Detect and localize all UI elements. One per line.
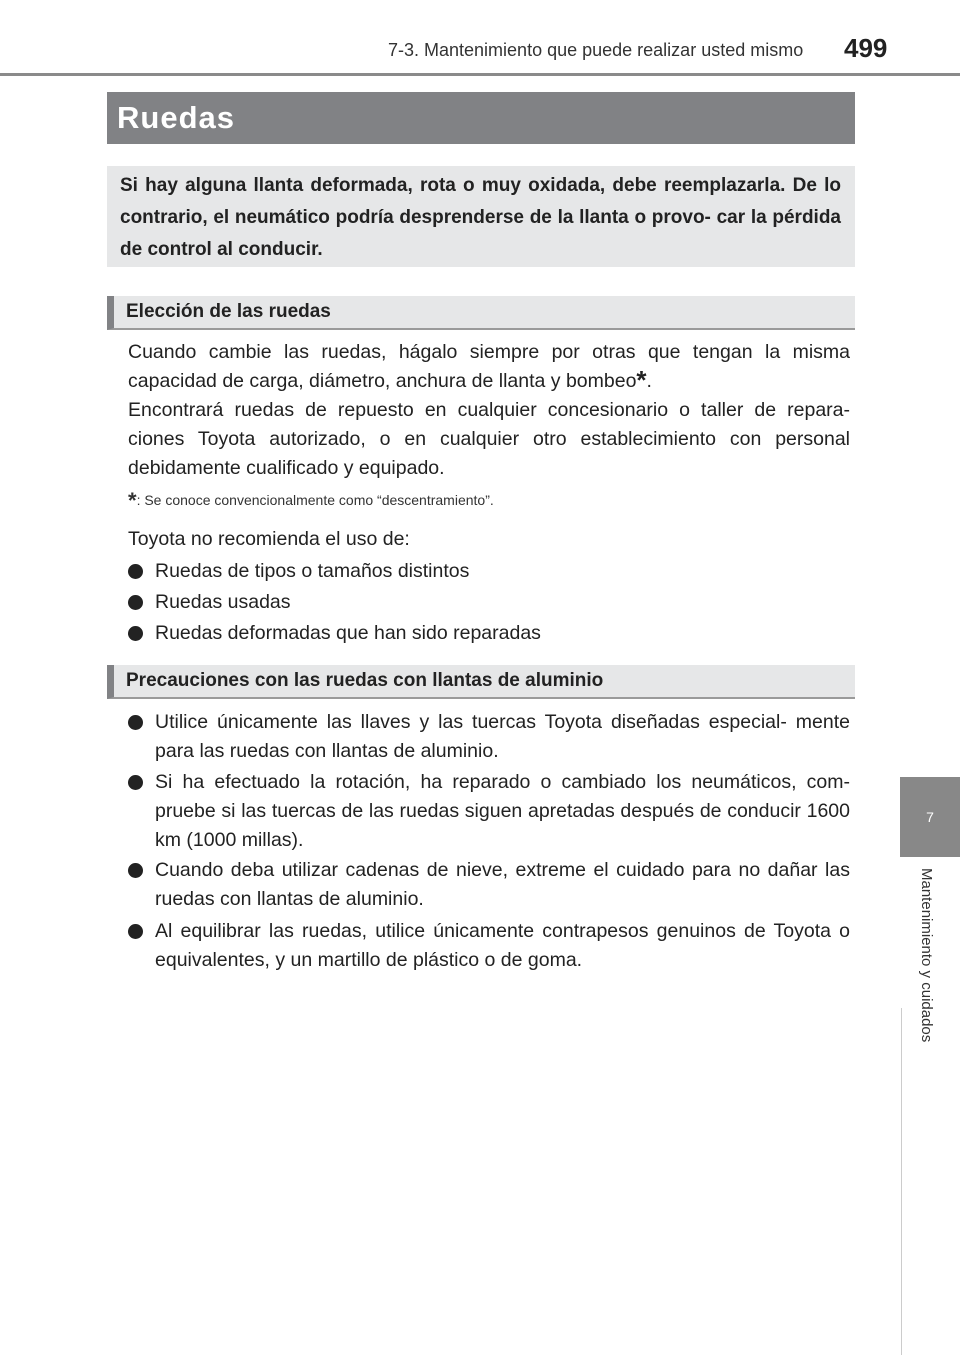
footnote [128,488,494,514]
list-item-text: Utilice únicamente las llaves y las tuercas Toyota diseñadas especial- mente para las ruedas con llantas de aluminio. [155,711,850,762]
bullet-dot [128,626,143,641]
lead-sentence: Toyota no recomienda el uso de: [128,528,410,550]
list-item [128,856,850,914]
list-item [128,708,850,766]
footnote-marker: * [128,488,137,513]
footnote-text: : Se conoce convencionalmente como “descentramiento”. [136,492,494,508]
list-item-text: Ruedas de tipos o tamaños distintos [155,560,470,582]
section-heading-wheel-choice [107,296,855,330]
chapter-tab [900,777,960,857]
list-item-text: Ruedas usadas [155,591,291,613]
page-title-bar [107,92,855,144]
section-heading-text: Precauciones con las ruedas con llantas de aluminio [126,670,604,691]
list-item-text: Cuando deba utilizar cadenas de nieve, extreme el cuidado para no dañar las ruedas con llantas de aluminio. [155,859,850,910]
running-header-section: 7-3. Mantenimiento que puede realizar usted mismo [388,40,804,60]
footnote-marker: * [636,365,647,395]
list-item [128,557,850,586]
page-title: Ruedas [117,100,235,135]
chapter-number: 7 [926,809,934,825]
bullet-dot [128,924,143,939]
list-item [128,917,850,975]
page-number: 499 [844,33,888,63]
intro-box [107,166,855,267]
bullet-dot [128,595,143,610]
paragraph-end: . [646,370,652,392]
bullet-dot [128,715,143,730]
list-item-text: Ruedas deformadas que han sido reparadas [155,622,541,644]
intro-text: Si hay alguna llanta deformada, rota o muy oxidada, debe reemplazarla. De lo contrario, el neumático podría desprenderse de la llanta o provo- car la pérdida de control al conducir. [120,175,841,260]
side-divider [901,1008,902,1355]
bullet-dot [128,863,143,878]
list-item-text: Si ha efectuado la rotación, ha reparado o cambiado los neumáticos, com- pruebe si las tuercas de las ruedas siguen apretadas después de conducir 1600 km (1000 millas). [155,771,850,851]
paragraph-wheel-replacement [128,338,850,396]
list-item [128,768,850,855]
paragraph-spare-wheels: Encontrará ruedas de repuesto en cualquier concesionario o taller de repara- ciones Toyota autorizado, o en cualquier otro establecimiento con personal debidamente cualificado y equipado. [128,399,850,479]
paragraph-text: Cuando cambie las ruedas, hágalo siempre por otras que tengan la misma capacidad de carga, diámetro, anchura de llanta y bombeo [128,341,850,392]
bullet-dot [128,775,143,790]
list-item [128,588,850,617]
header-divider [0,73,960,76]
bullet-dot [128,564,143,579]
list-item-text: Al equilibrar las ruedas, utilice únicamente contrapesos genuinos de Toyota o equivalentes, y un martillo de plástico o de goma. [155,920,850,971]
section-heading-text: Elección de las ruedas [126,301,331,322]
chapter-title: Mantenimiento y cuidados [918,868,935,1043]
section-heading-aluminum-wheels [107,665,855,699]
list-item [128,619,850,648]
